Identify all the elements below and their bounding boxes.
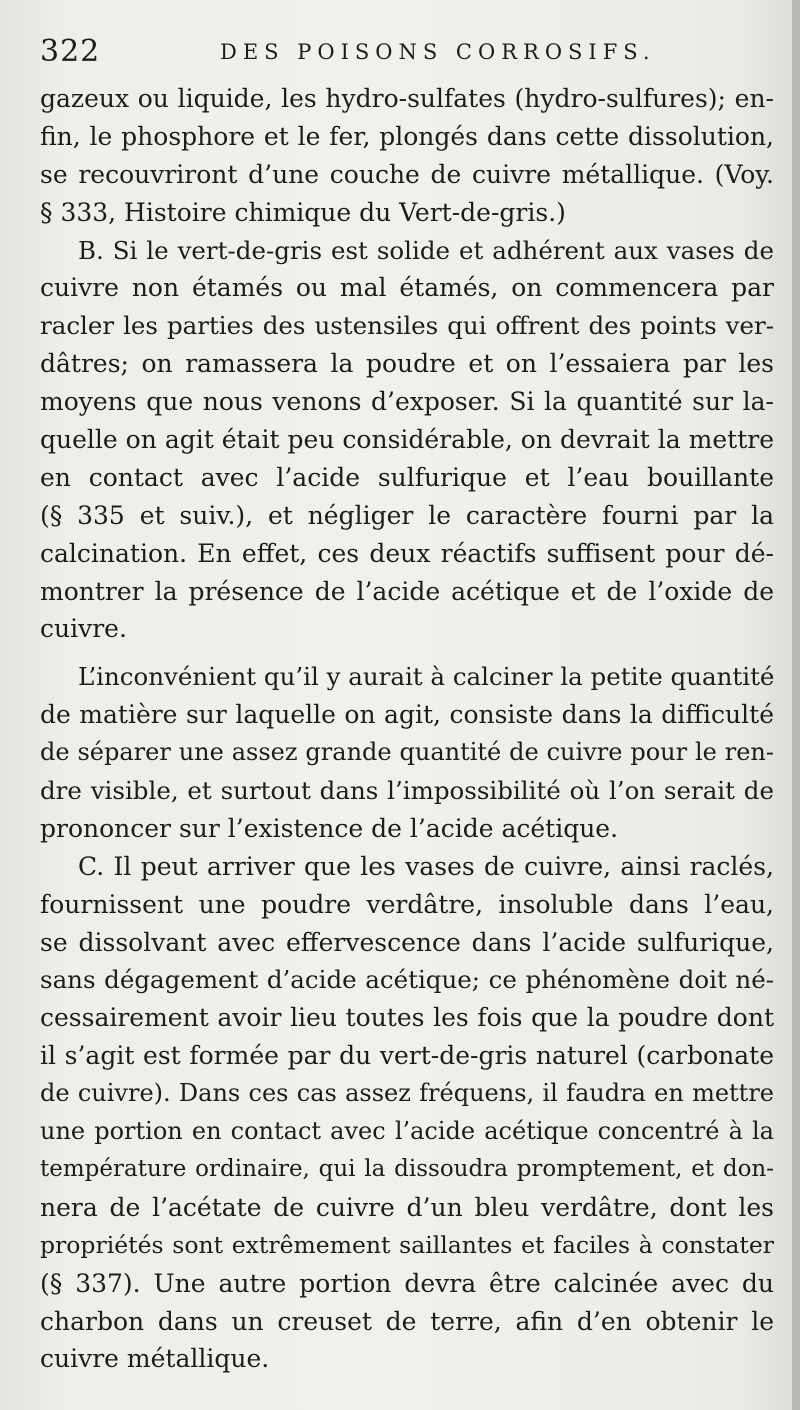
text-line: § 333, Histoire chimique du Vert-de-gris.): [40, 197, 566, 227]
text-line: se recouvriront d’une couche de cuivre métallique. (Voy.: [40, 159, 774, 189]
text-line: charbon dans un creuset de terre, afin d’en obtenir le: [40, 1306, 774, 1336]
text-line: il s’agit est formée par du vert-de-gris naturel (carbonate: [40, 1041, 774, 1071]
paragraph: [40, 658, 774, 847]
text-line: fin, le phosphore et le fer, plongés dans cette dissolution,: [40, 121, 774, 151]
text-line: cuivre métallique.: [40, 1344, 270, 1374]
text-line: montrer la présence de l’acide acétique et de l’oxide de: [40, 576, 774, 606]
text-line: cessairement avoir lieu toutes les fois que la poudre dont: [40, 1003, 774, 1033]
paragraph-b: [40, 232, 774, 649]
text-line: gazeux ou liquide, les hydro-sulfates (hydro-sulfures); en-: [40, 84, 774, 113]
text-line: dre visible, et surtout dans l’impossibilité où l’on serait de: [40, 776, 774, 806]
text-line: cuivre.: [40, 614, 127, 644]
text-line: en contact avec l’acide sulfurique et l’eau bouillante: [40, 462, 774, 492]
text-line: L’inconvénient qu’il y aurait à calciner la petite quantité: [78, 662, 775, 692]
text-line: fournissent une poudre verdâtre, insoluble dans l’eau,: [40, 889, 774, 919]
text-line: de cuivre). Dans ces cas assez fréquens, il faudra en mettre: [40, 1079, 774, 1108]
text-line: dâtres; on ramassera la poudre et on l’essaiera par les: [40, 349, 774, 379]
text-line: B. Si le vert-de-gris est solide et adhérent aux vases de: [78, 235, 774, 265]
text-line: prononcer sur l’existence de l’acide acétique.: [40, 813, 619, 843]
paragraph-gap: [40, 648, 774, 658]
text-line: température ordinaire, qui la dissoudra promptement, et don-: [40, 1155, 774, 1182]
paragraph-c: [40, 848, 774, 1378]
page-number: 322: [40, 34, 101, 69]
text-line: se dissolvant avec effervescence dans l’acide sulfurique,: [40, 927, 774, 957]
text-line: nera de l’acétate de cuivre d’un bleu verdâtre, dont les: [40, 1192, 774, 1222]
text-line: (§ 337). Une autre portion devra être calcinée avec du: [40, 1268, 774, 1298]
text-line: une portion en contact avec l’acide acétique concentré à la: [40, 1117, 774, 1146]
text-line: C. Il peut arriver que les vases de cuivre, ainsi raclés,: [78, 851, 774, 881]
text-line: moyens que nous venons d’exposer. Si la quantité sur la-: [40, 387, 774, 417]
text-line: racler les parties des ustensiles qui offrent des points ver-: [40, 311, 774, 341]
page-header: [40, 30, 774, 80]
paragraph: [40, 80, 774, 232]
text-line: de matière sur laquelle on agit, consiste dans la difficulté: [40, 700, 774, 730]
page-edge-shadow: [792, 0, 800, 1410]
text-line: cuivre non étamés ou mal étamés, on commencera par: [40, 273, 774, 303]
text-line: (§ 335 et suiv.), et négliger le caractère fourni par la: [40, 500, 774, 530]
running-head: DES POISONS CORROSIFS.: [220, 40, 656, 64]
text-line: de séparer une assez grande quantité de cuivre pour le ren-: [40, 738, 774, 767]
text-line: calcination. En effet, ces deux réactifs suffisent pour dé-: [40, 538, 774, 568]
text-line: sans dégagement d’acide acétique; ce phénomène doit né-: [40, 965, 774, 995]
text-line: propriétés sont extrêmement saillantes et faciles à constater: [40, 1230, 774, 1259]
body-text: [40, 80, 774, 1378]
text-line: quelle on agit était peu considérable, on devrait la mettre: [40, 425, 774, 455]
